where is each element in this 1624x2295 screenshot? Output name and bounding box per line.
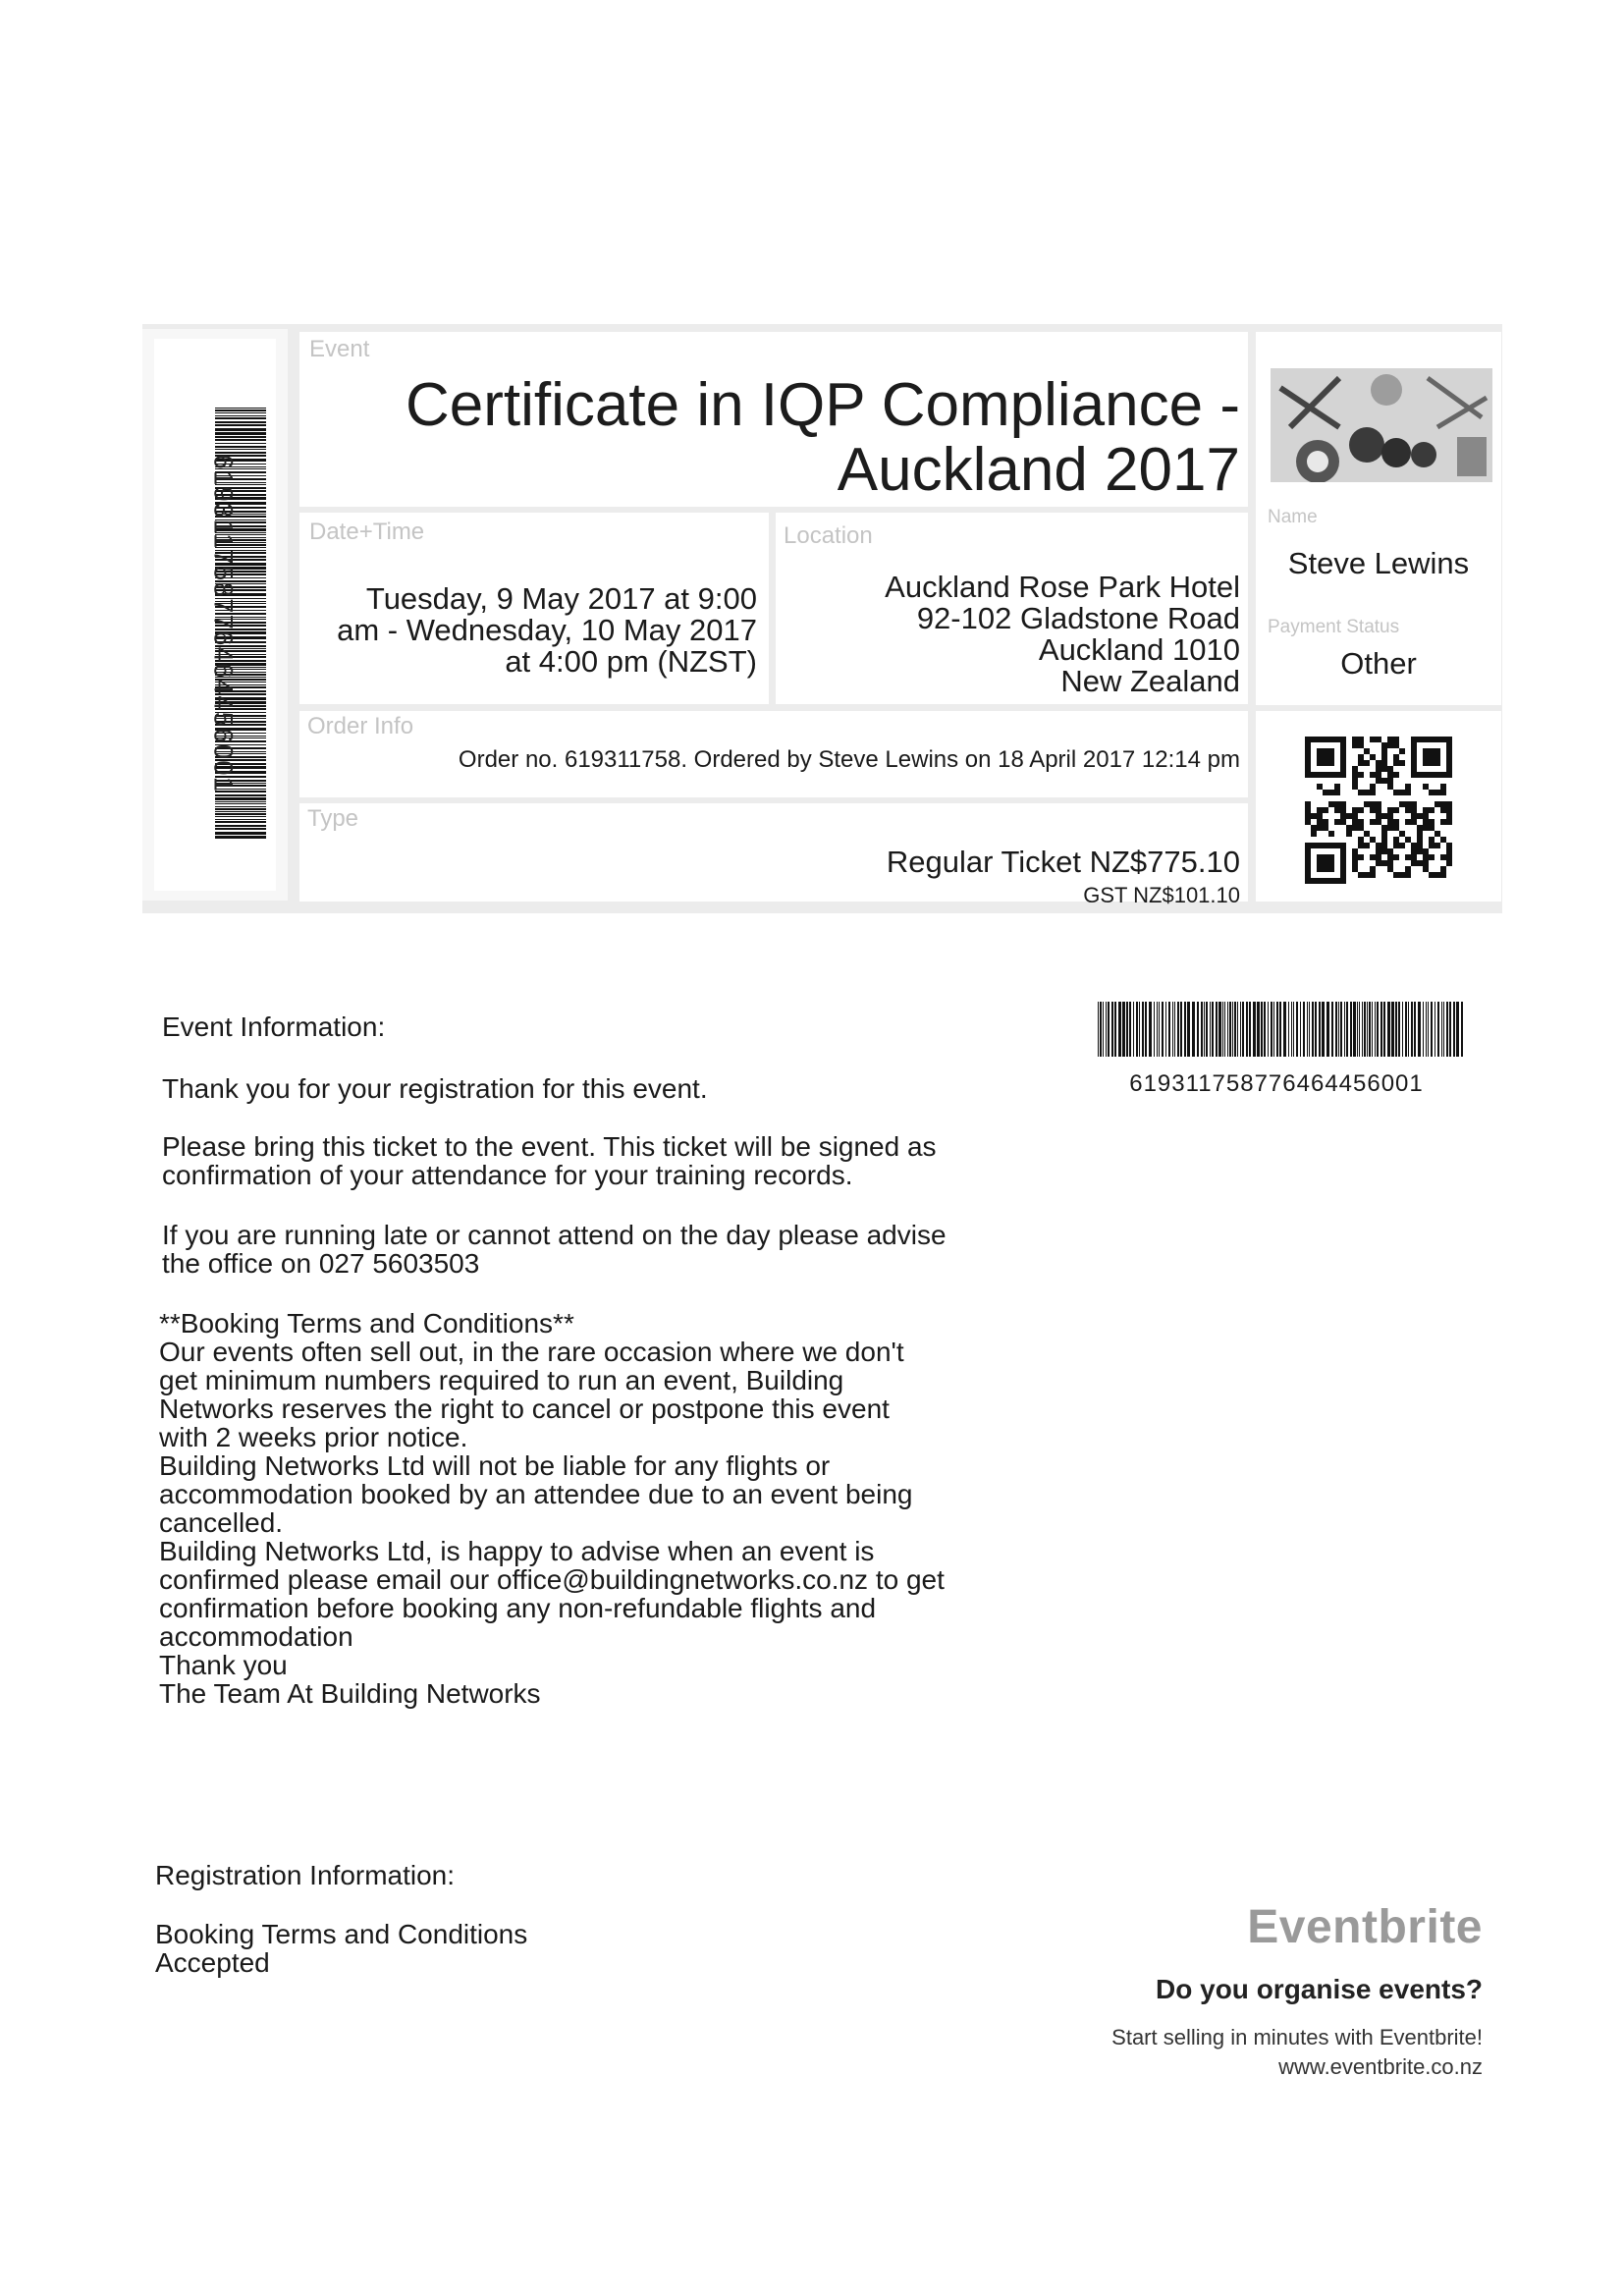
type-cell <box>299 803 1248 907</box>
order-cell <box>299 711 1248 797</box>
ticket-gst: GST NZ$101.10 <box>1083 883 1240 907</box>
location-value <box>808 572 1240 697</box>
order-barcode <box>1098 1002 1463 1057</box>
event-photo <box>1271 368 1492 482</box>
location-label: Location <box>784 522 873 549</box>
location-cell <box>776 513 1248 704</box>
payment-status: Other <box>1340 646 1417 681</box>
ticket-stub <box>142 329 288 901</box>
ticket-stub-panel <box>154 339 276 891</box>
datetime-value: Tuesday, 9 May 2017 at 9:00 am - Wednesday, 10 May 2017 at 4:00 pm (NZST) <box>337 581 757 679</box>
qr-cell <box>1256 711 1501 902</box>
order-label: Order Info <box>307 713 414 739</box>
stub-number: 619311758776464456001 <box>208 454 239 793</box>
event-info-heading: Event Information: <box>162 1011 386 1042</box>
location-city: Auckland 1010 <box>1038 632 1240 667</box>
location-country: New Zealand <box>1060 664 1240 698</box>
event-title: Certificate in IQP Compliance - Auckland 2017 <box>406 371 1240 504</box>
eventbrite-url[interactable]: www.eventbrite.co.nz <box>1278 2054 1483 2079</box>
attendee-name: Steve Lewins <box>1287 546 1470 580</box>
registration-info-body: Booking Terms and Conditions Accepted <box>155 1919 528 1978</box>
order-text: Order no. 619311758. Ordered by Steve Lewins on 18 April 2017 12:14 pm <box>458 746 1240 773</box>
booking-terms: **Booking Terms and Conditions** Our events often sell out, in the rare occasion where we don't get minimum numbers required to run an event, Building Networks reserves the right to cancel or postpone this event with 2 weeks prior notice. Building Networks Ltd will not be liable for any flights or accommodation booked by an attendee due to an event being cancelled. Building Networks Ltd, is happy to advise when an event is confirmed please email our office@buildingnetworks.co.nz to get confirmation before booking any non-refundable flights and accommodation Thank you The Team At Building Networks <box>159 1308 945 1709</box>
event-info-thanks: Thank you for your registration for this event. <box>162 1073 708 1104</box>
datetime-label: Date+Time <box>309 519 425 545</box>
event-info-late: If you are running late or cannot attend on the day please advise the office on 027 5603503 <box>162 1220 947 1279</box>
eventbrite-tagline: Start selling in minutes with Eventbrite! <box>1111 2025 1483 2049</box>
eventbrite-promo <box>1041 2023 1483 2082</box>
datetime-cell <box>299 513 769 704</box>
location-venue: Auckland Rose Park Hotel <box>885 570 1240 604</box>
name-label: Name <box>1268 507 1318 527</box>
type-label: Type <box>307 805 359 832</box>
location-street: 92-102 Gladstone Road <box>916 601 1240 635</box>
order-barcode-number: 619311758776464456001 <box>1129 1070 1424 1097</box>
qr-code <box>1305 737 1452 884</box>
eventbrite-question: Do you organise events? <box>1156 1974 1483 2004</box>
event-label: Event <box>309 336 370 362</box>
registration-info-heading: Registration Information: <box>155 1860 456 1890</box>
payment-label: Payment Status <box>1268 617 1400 637</box>
tools-image <box>1271 368 1492 482</box>
ticket-price: Regular Ticket NZ$775.10 <box>886 845 1240 879</box>
eventbrite-logo: Eventbrite <box>1247 1901 1483 1953</box>
event-information <box>128 987 1041 2067</box>
event-cell <box>299 332 1248 507</box>
event-info-bring: Please bring this ticket to the event. This ticket will be signed as confirmation of your attendance for your training records. <box>162 1131 937 1190</box>
